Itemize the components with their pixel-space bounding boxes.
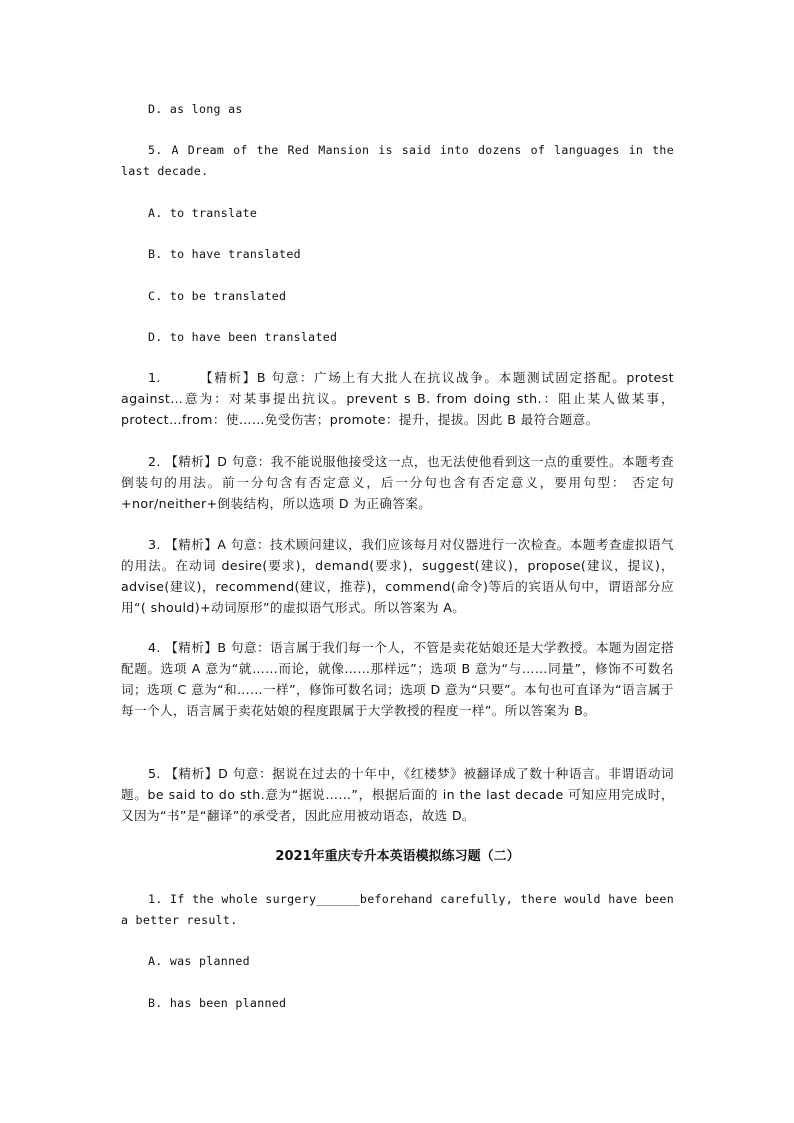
question-5-option-c: C. to be translated	[148, 289, 287, 303]
analysis-5: 5. 【精析】D 句意：据说在过去的十年中，《红楼梦》被翻译成了数十种语言。非谓语动词题。be said to do sth.意为“据说……”，根据后面的 in the last decade 可知应用完成时，又因为“书”是“翻译”的承受者，因此应用被动语态，故选 D。	[121, 766, 674, 823]
exercise-question-1-stem: 1. If the whole surgery______beforehand carefully, there would have been a better result.	[121, 892, 674, 927]
question-5-option-d: D. to have been translated	[148, 330, 338, 344]
analysis-4: 4. 【精析】B 句意：语言属于我们每一个人，不管是卖花姑娘还是大学教授。本题为固定搭配题。选项 A 意为“就……而论，就像……那样远”；选项 B 意为“与……同量”，修饰不可数名词；选项 C 意为“和……一样”，修饰可数名词；选项 D 意为“只要”。本句也可直译为“语言属于每一个人，语言属于卖花姑娘的程度跟属于大学教授的程度一样”。所以答案为 B。	[121, 640, 674, 718]
analysis-3: 3. 【精析】A 句意：技术顾问建议，我们应该每月对仪器进行一次检查。本题考查虚拟语气的用法。在动词 desire(要求)，demand(要求)，suggest(建议)，propose(建议，提议)，advise(建议)，recommend(建议，推荐)，commend(命令)等后的宾语从句中，谓语部分应用“( should)+动词原形”的虚拟语气形式。所以答案为 A。	[121, 537, 674, 615]
exercise-question-1-option-a: A. was planned	[148, 954, 250, 968]
analysis-2: 2. 【精析】D 句意：我不能说服他接受这一点，也无法使他看到这一点的重要性。本题考查倒装句的用法。前一分句含有否定意义，后一分句也含有否定意义，要用句型： 否定句+nor/neither+倒装结构，所以选项 D 为正确答案。	[121, 454, 674, 511]
question-5-option-a: A. to translate	[148, 206, 258, 220]
option-d-as-long-as: D. as long as	[148, 102, 243, 116]
question-5-stem: 5. A Dream of the Red Mansion is said into dozens of languages in the last decade.	[121, 143, 674, 178]
question-5-option-b: B. to have translated	[148, 247, 301, 261]
analysis-1: 1. 【精析】B 句意：广场上有大批人在抗议战争。本题测试固定搭配。protest against…意为：对某事提出抗议。prevent s B. from doing sth.：阻止某人做某事，protect…from：使……免受伤害；promote：提升，提拔。因此 B 最符合题意。	[121, 370, 674, 427]
section-title: 2021年重庆专升本英语模拟练习题（二）	[275, 849, 520, 864]
exercise-question-1-option-b: B. has been planned	[148, 996, 287, 1010]
